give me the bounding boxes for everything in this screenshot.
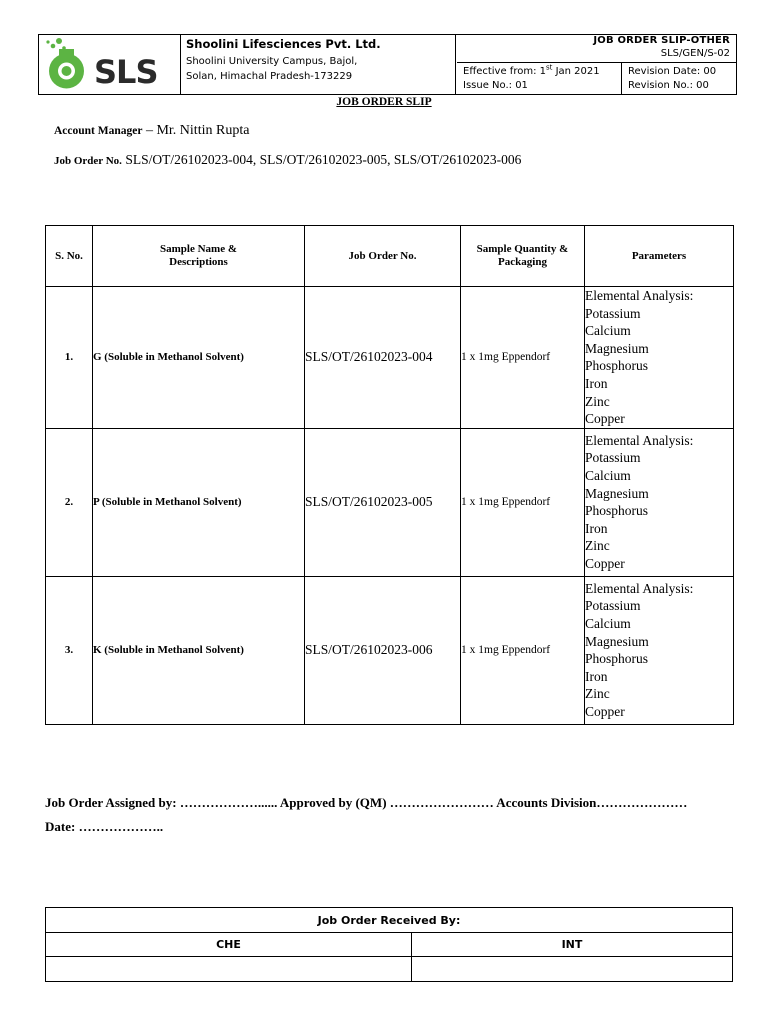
row-parameters [585,287,734,429]
parameter-item: Zinc [585,538,610,554]
parameter-item: Copper [585,704,625,720]
sls-logo [39,35,180,94]
company-cell [181,35,456,94]
received-title-row [46,908,733,933]
logo-text: SLS [94,53,158,91]
row-sample-name: K (Soluble in Methanol Solvent) [93,576,305,724]
received-value-row [46,957,733,982]
table-row [46,576,734,724]
parameter-item: Zinc [585,393,610,409]
parameter-item: Calcium [585,468,631,484]
parameter-item: Phosphorus [585,503,649,519]
received-title: Job Order Received By: [46,908,733,933]
job-order-table [45,225,734,725]
parameter-item: Zinc [585,686,610,702]
account-manager-label: Account Manager [54,125,143,137]
received-col-int: INT [412,933,733,957]
header-parameters: Parameters [585,226,734,287]
logo-cell [39,35,181,94]
effective-from: Effective from: 1st Jan 2021 [463,63,600,77]
parameter-item: Iron [585,668,608,684]
header-job-order: Job Order No. [305,226,461,287]
table-row [46,428,734,576]
row-parameters [585,576,734,724]
parameter-item: Magnesium [585,485,649,501]
parameter-item: Potassium [585,305,641,321]
revision-cell [623,63,736,95]
table-header-row [46,226,734,287]
signature-line: Job Order Assigned by: ………………...... Approved by (QM) …………………… Accounts Division………………… [45,795,688,810]
parameter-item: Calcium [585,323,631,339]
parameter-item: Copper [585,556,625,572]
row-sno: 2. [46,428,93,576]
received-che-value [46,957,412,982]
job-order-value: SLS/OT/26102023-004, SLS/OT/26102023-005, SLS/OT/26102023-006 [125,152,522,167]
parameter-item: Elemental Analysis: [585,580,694,596]
document-title: JOB ORDER SLIP-OTHER [593,35,730,46]
row-job-order: SLS/OT/26102023-004 [305,287,461,429]
parameter-item: Iron [585,520,608,536]
row-sno: 3. [46,576,93,724]
account-manager-value: – Mr. Nittin Rupta [142,123,250,138]
parameter-item: Elemental Analysis: [585,432,694,448]
account-manager [54,123,249,139]
row-quantity: 1 x 1mg Eppendorf [461,576,585,724]
row-job-order: SLS/OT/26102023-005 [305,428,461,576]
parameter-item: Magnesium [585,633,649,649]
row-quantity: 1 x 1mg Eppendorf [461,428,585,576]
revision-date: Revision Date: 00 [628,66,717,77]
address-line-1: Shoolini University Campus, Bajol, [186,56,358,67]
flask-icon [46,38,84,89]
row-sample-name: P (Soluble in Methanol Solvent) [93,428,305,576]
revision-no: Revision No.: 00 [628,80,709,91]
parameter-item: Iron [585,375,608,391]
address-line-2: Solan, Himachal Pradesh-173229 [186,71,353,82]
date-line: Date: ……………….. [45,819,164,834]
received-by-table [45,907,733,982]
table-row [46,287,734,429]
document-meta-row [457,62,736,95]
header-sample-name: Sample Name & Descriptions [93,226,305,287]
company-name: Shoolini Lifesciences Pvt. Ltd. [186,37,381,51]
job-order-label: Job Order No. [54,155,122,167]
parameter-item: Calcium [585,616,631,632]
issue-no: Issue No.: 01 [463,80,528,91]
row-job-order: SLS/OT/26102023-006 [305,576,461,724]
row-sample-name: G (Soluble in Methanol Solvent) [93,287,305,429]
parameter-item: Potassium [585,598,641,614]
document-code: SLS/GEN/S-02 [660,48,730,59]
received-int-value [412,957,733,982]
parameter-item: Potassium [585,450,641,466]
job-order-numbers [54,152,521,168]
parameter-item: Copper [585,411,625,427]
parameter-item: Phosphorus [585,358,649,374]
parameter-item: Phosphorus [585,651,649,667]
row-parameters [585,428,734,576]
row-sno: 1. [46,287,93,429]
received-col-che: CHE [46,933,412,957]
slip-title: JOB ORDER SLIP [336,96,432,108]
header-quantity: Sample Quantity & Packaging [461,226,585,287]
received-header-row [46,933,733,957]
header-sno: S. No. [46,226,93,287]
document-header [38,34,737,95]
parameter-item: Magnesium [585,340,649,356]
row-quantity: 1 x 1mg Eppendorf [461,287,585,429]
document-info-cell [457,35,736,94]
effective-issue-cell [457,63,622,95]
parameter-item: Elemental Analysis: [585,288,694,303]
